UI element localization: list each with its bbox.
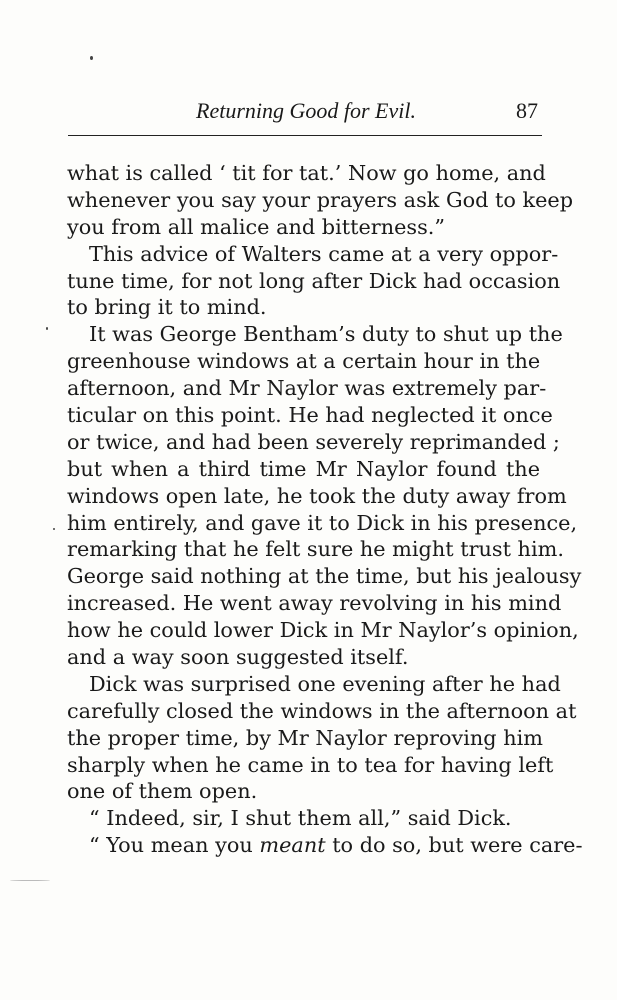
text-line: how he could lower Dick in Mr Naylor’s opinion,	[67, 618, 579, 643]
text-line	[67, 832, 583, 859]
text-line: remarking that he felt sure he might trust him.	[67, 537, 564, 562]
scan-speck	[90, 56, 93, 60]
scan-speck	[10, 880, 50, 881]
text-line: It was George Bentham’s duty to shut up the	[89, 322, 563, 347]
text-line: greenhouse windows at a certain hour in the	[67, 349, 541, 374]
header-rule	[68, 135, 542, 136]
text-line: This advice of Walters came at a very oppor-	[89, 241, 559, 266]
text-line: ticular on this point. He had neglected it once	[67, 403, 553, 428]
text-segment: “ You mean you	[89, 833, 260, 858]
emphasized-word: meant	[259, 833, 326, 858]
text-line: one of them open.	[67, 779, 258, 804]
text-segment: to do so, but were care-	[325, 833, 583, 858]
text-line: afternoon, and Mr Naylor was extremely par-	[67, 376, 547, 401]
text-line: increased. He went away revolving in his mind	[67, 591, 562, 616]
text-line: Dick was surprised one evening after he had	[89, 671, 561, 696]
running-head	[70, 96, 542, 130]
text-line: or twice, and had been severely reprimanded ;	[67, 429, 560, 454]
scan-speck	[46, 327, 48, 330]
page-number: 87	[516, 98, 538, 123]
text-line: him entirely, and gave it to Dick in his presence,	[67, 510, 578, 535]
text-line: but when a third time Mr Naylor found the	[67, 456, 540, 481]
running-title: Returning Good for Evil.	[196, 98, 416, 123]
text-line: the proper time, by Mr Naylor reproving him	[67, 725, 543, 750]
text-line: George said nothing at the time, but his jealousy	[67, 564, 582, 589]
text-line: whenever you say your prayers ask God to keep	[67, 187, 574, 212]
text-line: to bring it to mind.	[67, 295, 267, 320]
text-line: windows open late, he took the duty away from	[67, 483, 567, 508]
text-line: what is called ‘ tit for tat.’ Now go home, and	[67, 161, 546, 185]
scan-speck	[53, 528, 55, 530]
text-line: tune time, for not long after Dick had occasion	[67, 268, 561, 293]
text-line: you from all malice and bitterness.”	[67, 214, 445, 239]
text-line: sharply when he came in to tea for having left	[67, 752, 554, 777]
text-line: “ Indeed, sir, I shut them all,” said Dick.	[89, 806, 512, 831]
text-line: and a way soon suggested itself.	[67, 645, 409, 670]
body-text	[67, 160, 583, 859]
text-line: carefully closed the windows in the afternoon at	[67, 698, 577, 723]
